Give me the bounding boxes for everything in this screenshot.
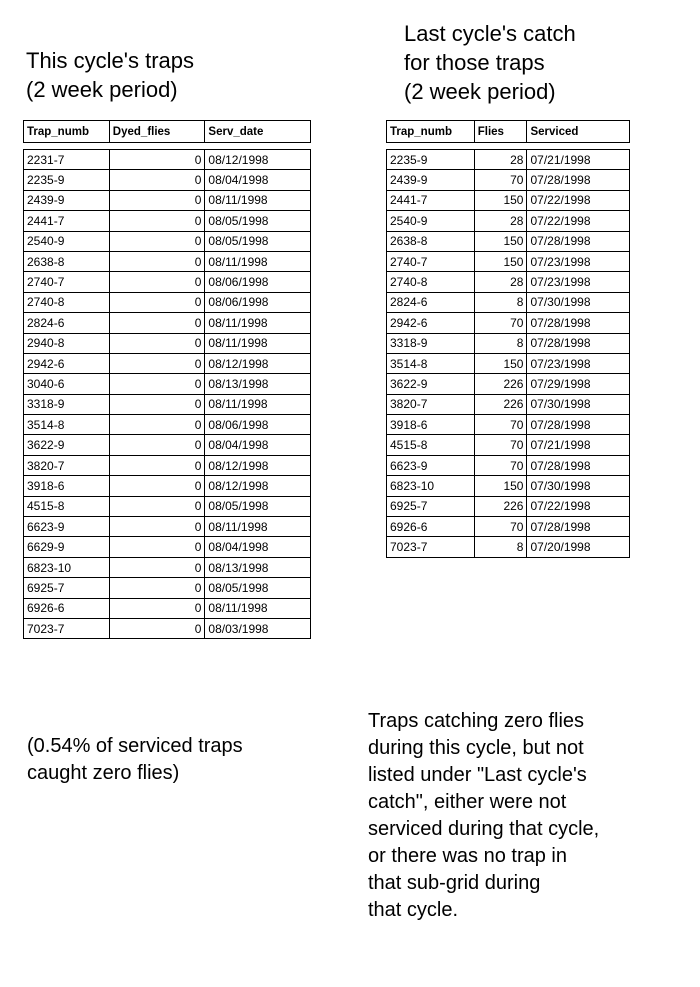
service-date-cell: 07/20/1998 (527, 537, 630, 557)
service-date-cell: 07/28/1998 (527, 517, 630, 537)
table-row (387, 496, 630, 516)
fly-count-cell: 0 (109, 170, 205, 190)
service-date-cell: 07/30/1998 (527, 292, 630, 312)
table-row (24, 374, 311, 394)
service-date-cell: 08/06/1998 (205, 415, 311, 435)
service-date-cell: 07/29/1998 (527, 374, 630, 394)
fly-count-cell: 0 (109, 618, 205, 638)
table-row (24, 394, 311, 414)
table-row (387, 292, 630, 312)
service-date-cell: 08/12/1998 (205, 150, 311, 170)
column-header: Dyed_flies (109, 121, 205, 143)
fly-count-cell: 226 (474, 496, 527, 516)
column-header: Trap_numb (387, 121, 475, 143)
table-row (387, 170, 630, 190)
table-row (387, 537, 630, 557)
service-date-cell: 08/05/1998 (205, 211, 311, 231)
table-row (387, 313, 630, 333)
trap-number-cell: 2940-8 (24, 333, 110, 353)
trap-number-cell: 2441-7 (24, 211, 110, 231)
fly-count-cell: 70 (474, 415, 527, 435)
service-date-cell: 08/05/1998 (205, 578, 311, 598)
trap-number-cell: 6629-9 (24, 537, 110, 557)
service-date-cell: 08/11/1998 (205, 517, 311, 537)
trap-number-cell: 4515-8 (24, 496, 110, 516)
table-row (387, 190, 630, 210)
trap-number-cell: 3514-8 (387, 353, 475, 373)
table-row (387, 435, 630, 455)
last-cycle-catch-table (386, 120, 630, 558)
fly-count-cell: 0 (109, 578, 205, 598)
fly-count-cell: 150 (474, 231, 527, 251)
column-header: Serviced (527, 121, 630, 143)
trap-number-cell: 2439-9 (24, 190, 110, 210)
trap-number-cell: 4515-8 (387, 435, 475, 455)
trap-number-cell: 6926-6 (387, 517, 475, 537)
fly-count-cell: 0 (109, 251, 205, 271)
trap-number-cell: 2540-9 (387, 211, 475, 231)
service-date-cell: 07/28/1998 (527, 313, 630, 333)
fly-count-cell: 0 (109, 394, 205, 414)
fly-count-cell: 0 (109, 292, 205, 312)
zero-flies-percentage-note: (0.54% of serviced traps caught zero flies) (27, 735, 243, 784)
trap-number-cell: 3820-7 (24, 455, 110, 475)
trap-number-cell: 6623-9 (387, 455, 475, 475)
trap-number-cell: 2824-6 (387, 292, 475, 312)
service-date-cell: 07/28/1998 (527, 231, 630, 251)
table-row (24, 517, 311, 537)
table-row (24, 353, 311, 373)
service-date-cell: 08/11/1998 (205, 598, 311, 618)
fly-count-cell: 0 (109, 374, 205, 394)
table-header-row (24, 121, 311, 143)
table-row (387, 150, 630, 170)
trap-number-cell: 3820-7 (387, 394, 475, 414)
table-row (24, 231, 311, 251)
trap-number-cell: 2942-6 (24, 353, 110, 373)
service-date-cell: 07/22/1998 (527, 496, 630, 516)
service-date-cell: 08/03/1998 (205, 618, 311, 638)
trap-number-cell: 6623-9 (24, 517, 110, 537)
fly-count-cell: 0 (109, 557, 205, 577)
trap-number-cell: 6926-6 (24, 598, 110, 618)
fly-count-cell: 8 (474, 333, 527, 353)
fly-count-cell: 0 (109, 455, 205, 475)
table-row (24, 476, 311, 496)
fly-count-cell: 0 (109, 415, 205, 435)
trap-number-cell: 2638-8 (24, 251, 110, 271)
service-date-cell: 08/12/1998 (205, 455, 311, 475)
table-row (387, 517, 630, 537)
trap-number-cell: 3918-6 (387, 415, 475, 435)
service-date-cell: 08/06/1998 (205, 272, 311, 292)
table-row (387, 394, 630, 414)
fly-count-cell: 70 (474, 517, 527, 537)
trap-number-cell: 2441-7 (387, 190, 475, 210)
fly-count-cell: 150 (474, 353, 527, 373)
service-date-cell: 08/11/1998 (205, 394, 311, 414)
table-row (24, 578, 311, 598)
fly-count-cell: 8 (474, 292, 527, 312)
trap-number-cell: 2439-9 (387, 170, 475, 190)
service-date-cell: 08/06/1998 (205, 292, 311, 312)
trap-number-cell: 2231-7 (24, 150, 110, 170)
service-date-cell: 08/04/1998 (205, 170, 311, 190)
service-date-cell: 07/23/1998 (527, 251, 630, 271)
table-row (24, 292, 311, 312)
fly-count-cell: 0 (109, 211, 205, 231)
table-row (24, 211, 311, 231)
service-date-cell: 07/22/1998 (527, 190, 630, 210)
trap-number-cell: 6925-7 (24, 578, 110, 598)
service-date-cell: 07/21/1998 (527, 435, 630, 455)
fly-count-cell: 226 (474, 374, 527, 394)
table-row (24, 190, 311, 210)
service-date-cell: 07/23/1998 (527, 353, 630, 373)
table-row (24, 618, 311, 638)
service-date-cell: 08/11/1998 (205, 333, 311, 353)
fly-count-cell: 70 (474, 170, 527, 190)
fly-count-cell: 150 (474, 190, 527, 210)
service-date-cell: 08/13/1998 (205, 374, 311, 394)
table-row (387, 272, 630, 292)
fly-count-cell: 0 (109, 598, 205, 618)
fly-count-cell: 0 (109, 353, 205, 373)
trap-number-cell: 2740-7 (387, 251, 475, 271)
service-date-cell: 07/28/1998 (527, 415, 630, 435)
fly-count-cell: 28 (474, 272, 527, 292)
trap-number-cell: 7023-7 (387, 537, 475, 557)
fly-count-cell: 70 (474, 455, 527, 475)
service-date-cell: 07/28/1998 (527, 333, 630, 353)
spacer-row (24, 143, 311, 150)
fly-count-cell: 70 (474, 435, 527, 455)
fly-count-cell: 0 (109, 150, 205, 170)
service-date-cell: 08/05/1998 (205, 496, 311, 516)
table-row (387, 476, 630, 496)
spacer-row (387, 143, 630, 150)
fly-count-cell: 226 (474, 394, 527, 414)
service-date-cell: 08/04/1998 (205, 537, 311, 557)
table-row (24, 496, 311, 516)
table-row (24, 170, 311, 190)
trap-number-cell: 6925-7 (387, 496, 475, 516)
trap-number-cell: 3622-9 (24, 435, 110, 455)
service-date-cell: 07/30/1998 (527, 476, 630, 496)
table-row (24, 272, 311, 292)
trap-number-cell: 6823-10 (24, 557, 110, 577)
fly-count-cell: 150 (474, 251, 527, 271)
trap-number-cell: 3622-9 (387, 374, 475, 394)
trap-number-cell: 3318-9 (24, 394, 110, 414)
table-row (387, 455, 630, 475)
table-row (24, 598, 311, 618)
fly-count-cell: 8 (474, 537, 527, 557)
fly-count-cell: 0 (109, 435, 205, 455)
table-row (24, 455, 311, 475)
fly-count-cell: 0 (109, 272, 205, 292)
service-date-cell: 07/28/1998 (527, 170, 630, 190)
trap-number-cell: 2740-8 (24, 292, 110, 312)
table-header-row (387, 121, 630, 143)
fly-count-cell: 150 (474, 476, 527, 496)
left-heading: This cycle's traps (2 week period) (26, 48, 195, 102)
trap-number-cell: 2540-9 (24, 231, 110, 251)
fly-count-cell: 0 (109, 537, 205, 557)
table-row (24, 150, 311, 170)
table-row (387, 415, 630, 435)
table-row (387, 211, 630, 231)
trap-number-cell: 2740-8 (387, 272, 475, 292)
service-date-cell: 07/22/1998 (527, 211, 630, 231)
trap-number-cell: 2235-9 (387, 150, 475, 170)
service-date-cell: 08/11/1998 (205, 251, 311, 271)
service-date-cell: 08/11/1998 (205, 313, 311, 333)
table-row (24, 251, 311, 271)
trap-number-cell: 3514-8 (24, 415, 110, 435)
table-row (387, 353, 630, 373)
table-row (24, 557, 311, 577)
fly-count-cell: 0 (109, 313, 205, 333)
service-date-cell: 07/28/1998 (527, 455, 630, 475)
table-row (24, 313, 311, 333)
trap-number-cell: 3918-6 (24, 476, 110, 496)
service-date-cell: 08/12/1998 (205, 476, 311, 496)
table-row (387, 333, 630, 353)
service-date-cell: 07/21/1998 (527, 150, 630, 170)
service-date-cell: 07/30/1998 (527, 394, 630, 414)
fly-count-cell: 0 (109, 476, 205, 496)
fly-count-cell: 28 (474, 150, 527, 170)
this-cycle-traps-table (23, 120, 311, 639)
fly-count-cell: 28 (474, 211, 527, 231)
fly-count-cell: 0 (109, 333, 205, 353)
trap-number-cell: 2942-6 (387, 313, 475, 333)
trap-number-cell: 6823-10 (387, 476, 475, 496)
service-date-cell: 08/04/1998 (205, 435, 311, 455)
column-header: Serv_date (205, 121, 311, 143)
column-header: Trap_numb (24, 121, 110, 143)
table-row (387, 251, 630, 271)
table-row (24, 415, 311, 435)
trap-number-cell: 2740-7 (24, 272, 110, 292)
fly-count-cell: 0 (109, 231, 205, 251)
service-date-cell: 08/12/1998 (205, 353, 311, 373)
fly-count-cell: 0 (109, 190, 205, 210)
table-row (387, 231, 630, 251)
table-row (24, 435, 311, 455)
fly-count-cell: 70 (474, 313, 527, 333)
service-date-cell: 07/23/1998 (527, 272, 630, 292)
right-heading: Last cycle's catch for those traps (2 week period) (404, 21, 576, 104)
table-row (24, 333, 311, 353)
table-row (24, 537, 311, 557)
trap-number-cell: 2824-6 (24, 313, 110, 333)
trap-number-cell: 2638-8 (387, 231, 475, 251)
fly-count-cell: 0 (109, 496, 205, 516)
trap-number-cell: 3040-6 (24, 374, 110, 394)
trap-number-cell: 7023-7 (24, 618, 110, 638)
trap-number-cell: 3318-9 (387, 333, 475, 353)
service-date-cell: 08/11/1998 (205, 190, 311, 210)
fly-count-cell: 0 (109, 517, 205, 537)
service-date-cell: 08/13/1998 (205, 557, 311, 577)
explanation-note: Traps catching zero flies during this cycle, but not listed under "Last cycle's catch", either were not serviced during that cycle, or there was no trap in that sub-grid during that cycle. (368, 710, 600, 921)
column-header: Flies (474, 121, 527, 143)
service-date-cell: 08/05/1998 (205, 231, 311, 251)
trap-number-cell: 2235-9 (24, 170, 110, 190)
table-row (387, 374, 630, 394)
